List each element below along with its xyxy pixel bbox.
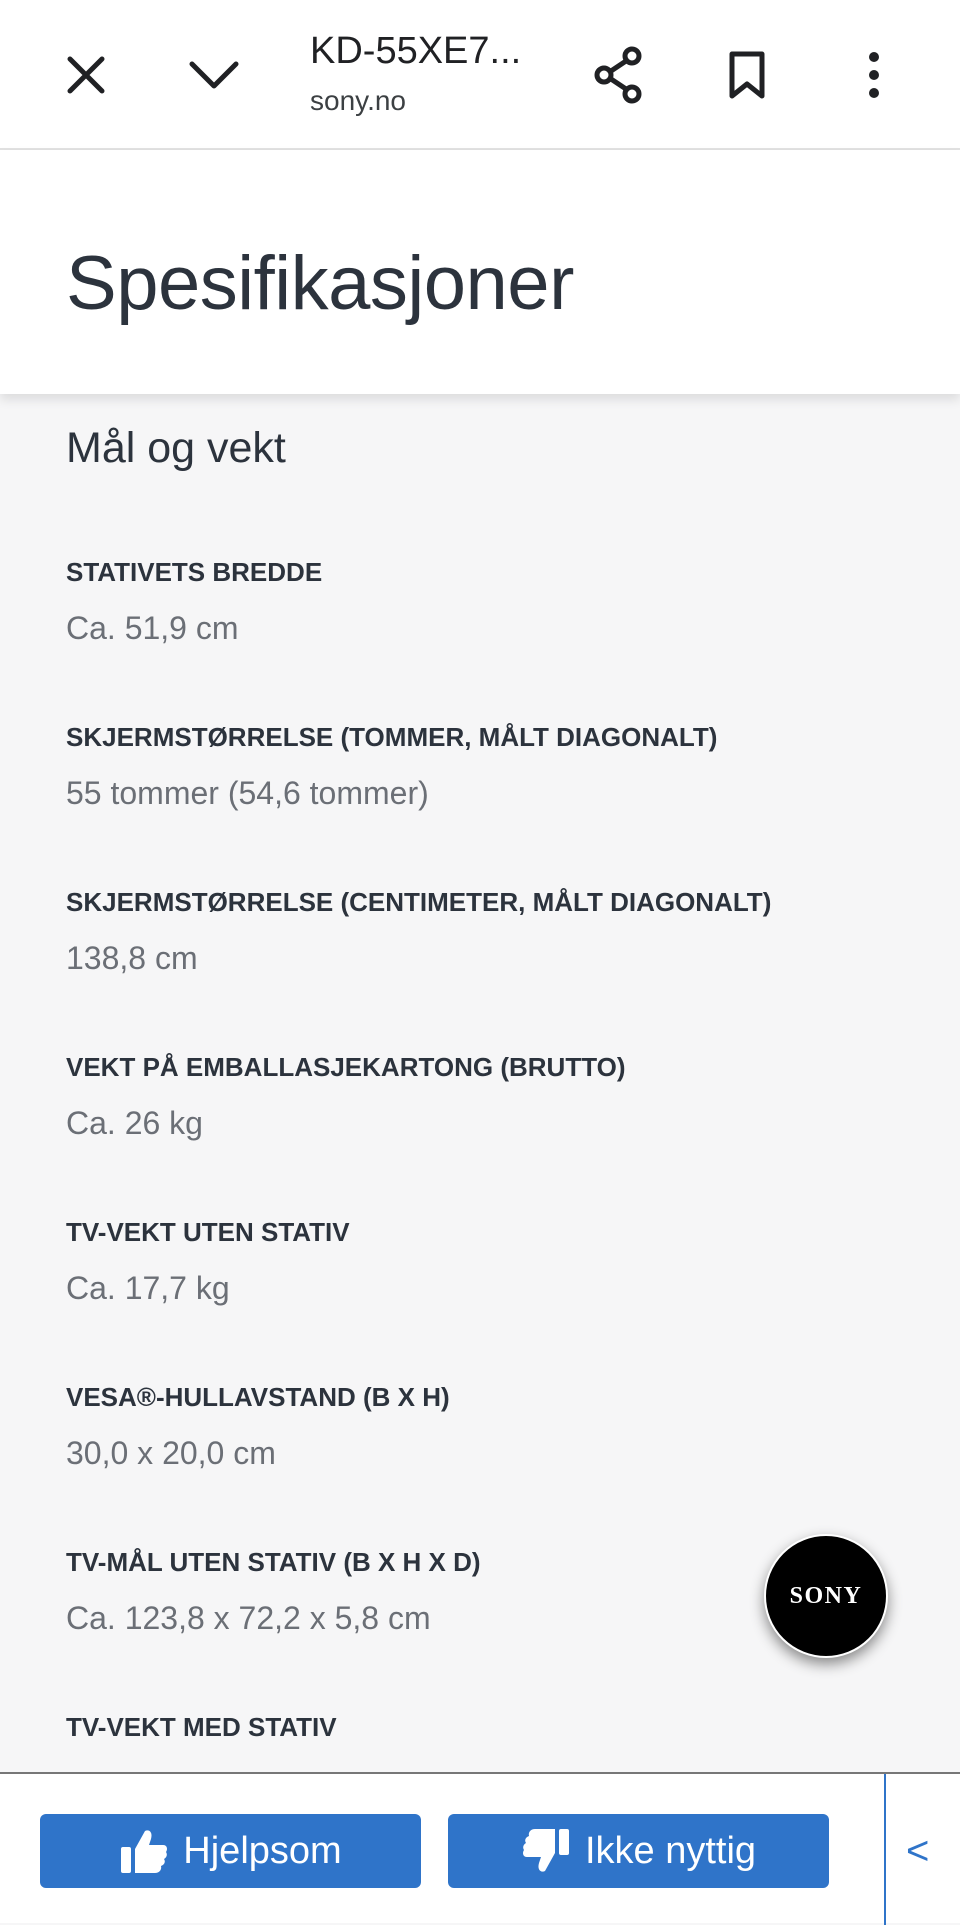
spec-label: VESA®-HULLAVSTAND (B X H) bbox=[66, 1382, 450, 1412]
share-button[interactable] bbox=[570, 30, 666, 120]
spec-label: TV-MÅL UTEN STATIV (B X H X D) bbox=[66, 1547, 481, 1577]
close-button[interactable] bbox=[38, 30, 134, 120]
helpful-label: Hjelpsom bbox=[183, 1829, 342, 1872]
spec-label: TV-VEKT UTEN STATIV bbox=[66, 1217, 350, 1247]
close-icon bbox=[64, 53, 108, 97]
spec-item bbox=[66, 548, 906, 713]
more-vert-icon bbox=[866, 51, 882, 99]
not-helpful-label: Ikke nyttig bbox=[584, 1829, 757, 1872]
feedback-divider bbox=[884, 1774, 886, 1925]
spec-label: STATIVETS BREDDE bbox=[66, 557, 323, 587]
helpful-button[interactable] bbox=[40, 1814, 421, 1888]
collapse-button[interactable] bbox=[166, 30, 262, 120]
spec-item bbox=[66, 878, 906, 1043]
spec-item bbox=[66, 1208, 906, 1373]
more-menu-button[interactable] bbox=[826, 30, 922, 120]
not-helpful-button[interactable] bbox=[448, 1814, 829, 1888]
collapse-feedback-button[interactable]: < bbox=[906, 1829, 930, 1873]
spec-value: 55 tommer (54,6 tommer) bbox=[66, 775, 429, 811]
spec-value: Ca. 17,7 kg bbox=[66, 1270, 230, 1306]
spec-value: Ca. 26 kg bbox=[66, 1105, 203, 1141]
section-title: Mål og vekt bbox=[66, 424, 286, 472]
sony-chat-badge[interactable] bbox=[764, 1534, 888, 1658]
spec-label: VEKT PÅ EMBALLASJEKARTONG (BRUTTO) bbox=[66, 1052, 626, 1082]
spec-value: 138,8 cm bbox=[66, 940, 198, 976]
spec-value: Ca. 51,9 cm bbox=[66, 610, 239, 646]
share-icon bbox=[591, 46, 645, 104]
address-display[interactable] bbox=[310, 28, 580, 118]
tab-page-title: KD-55XE7... bbox=[310, 30, 522, 72]
page-title: Spesifikasjoner bbox=[66, 241, 574, 326]
spec-item bbox=[66, 713, 906, 878]
spec-list bbox=[66, 548, 906, 1868]
sony-logo: SONY bbox=[789, 1582, 863, 1609]
spec-label: SKJERMSTØRRELSE (CENTIMETER, MÅLT DIAGONALT) bbox=[66, 887, 772, 917]
spec-label: TV-VEKT MED STATIV bbox=[66, 1712, 337, 1742]
feedback-bar bbox=[0, 1772, 960, 1923]
spec-item bbox=[66, 1043, 906, 1208]
spec-value: Ca. 123,8 x 72,2 x 5,8 cm bbox=[66, 1600, 431, 1636]
browser-toolbar bbox=[0, 0, 960, 150]
bookmark-button[interactable] bbox=[699, 30, 795, 120]
spec-item bbox=[66, 1373, 906, 1538]
chevron-down-icon bbox=[188, 58, 240, 92]
tab-domain: sony.no bbox=[310, 85, 406, 116]
thumbs-up-icon bbox=[119, 1827, 169, 1875]
spec-value: 30,0 x 20,0 cm bbox=[66, 1435, 276, 1471]
bookmark-icon bbox=[727, 50, 767, 100]
spec-label: SKJERMSTØRRELSE (TOMMER, MÅLT DIAGONALT) bbox=[66, 722, 718, 752]
thumbs-down-icon bbox=[521, 1827, 571, 1875]
page-header bbox=[0, 150, 960, 394]
